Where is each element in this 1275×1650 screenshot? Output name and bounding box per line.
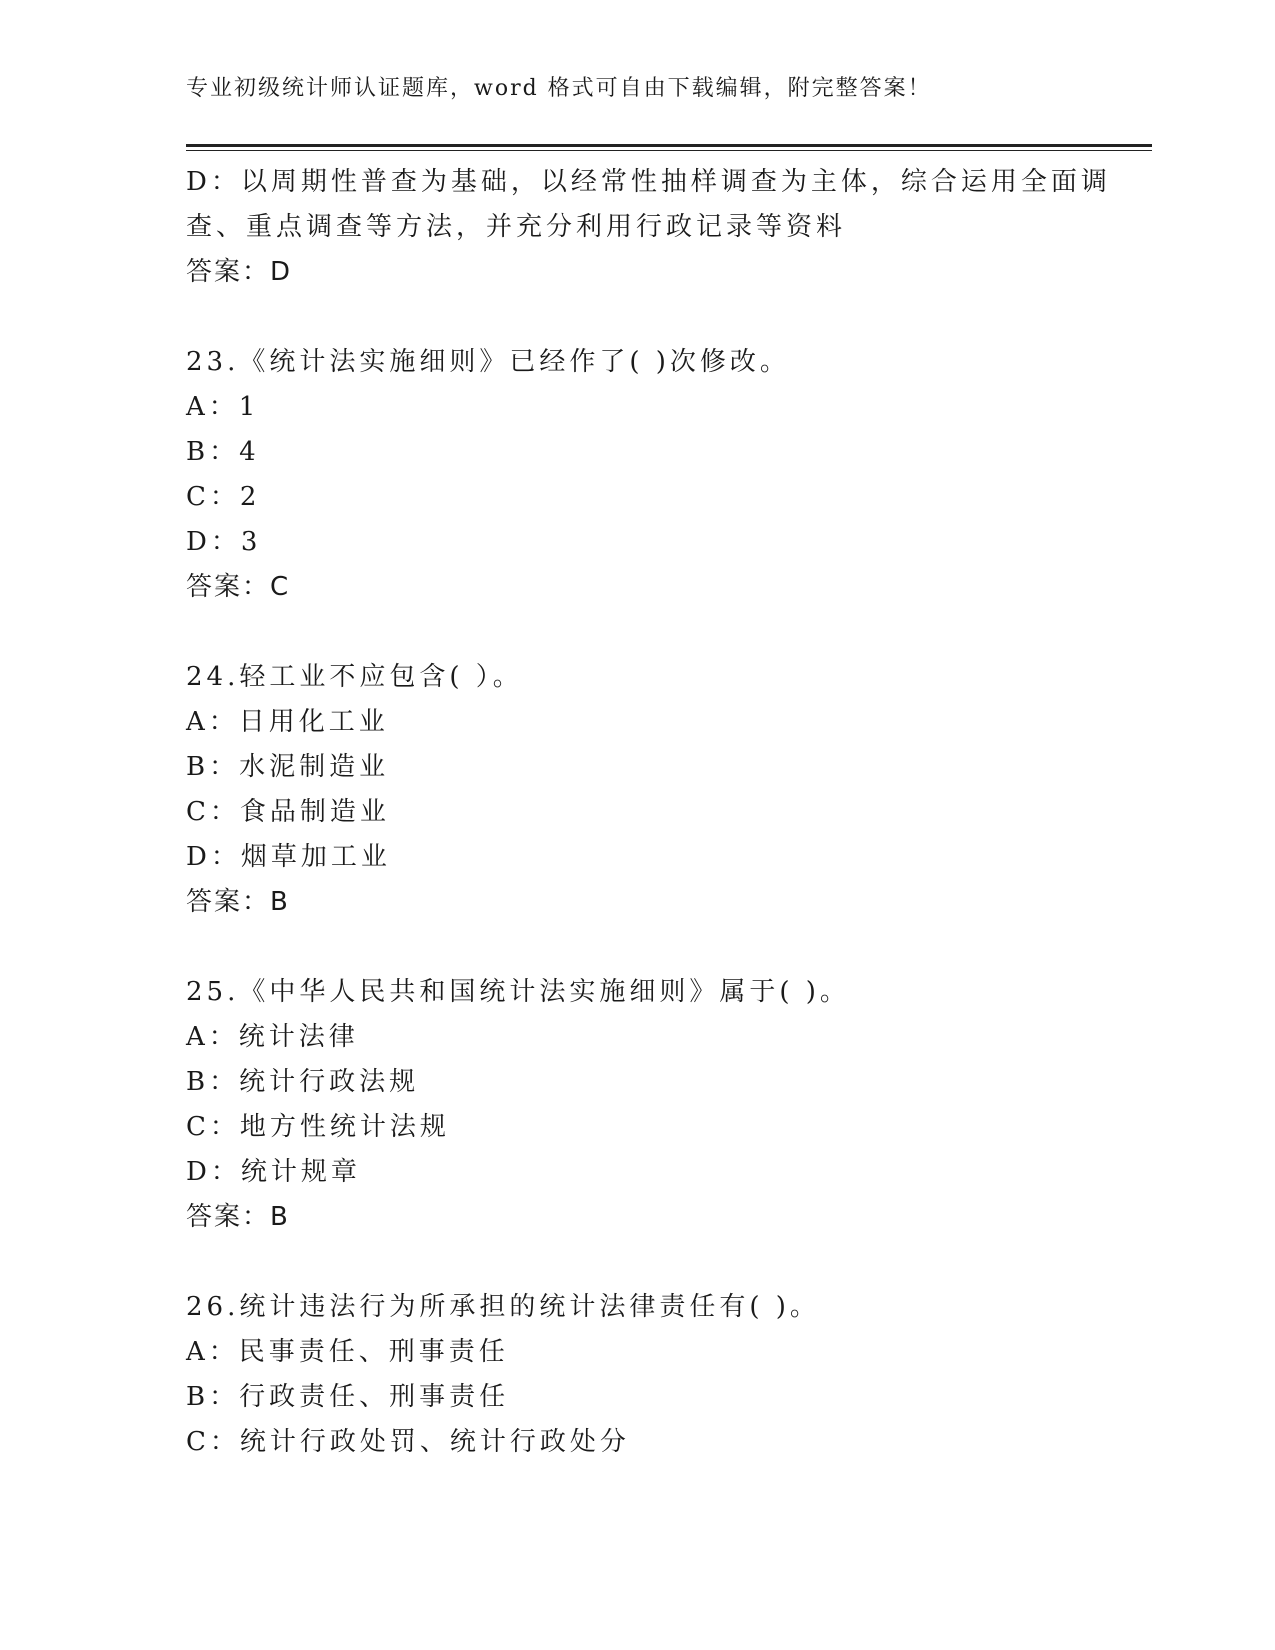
question-list xyxy=(186,160,1111,1465)
answer-line: 答案：C xyxy=(186,572,291,602)
question-text: 26.统计违法行为所承担的统计法律责任有( )。 xyxy=(186,1292,820,1322)
option-c: C：地方性统计法规 xyxy=(186,1112,450,1142)
answer-line: 答案：B xyxy=(186,887,290,917)
option-a: A：统计法律 xyxy=(186,1022,359,1052)
option-c: C：食品制造业 xyxy=(186,797,390,827)
page-header: 专业初级统计师认证题库，word 格式可自由下载编辑，附完整答案！ xyxy=(186,76,932,101)
option-a: A：日用化工业 xyxy=(186,707,389,737)
header-divider-thin xyxy=(186,150,1152,151)
spacer xyxy=(186,610,1086,655)
option-d: D：统计规章 xyxy=(186,1157,361,1187)
question-block-25 xyxy=(186,970,1086,1240)
option-b: B：行政责任、刑事责任 xyxy=(186,1382,510,1412)
spacer xyxy=(186,295,1086,340)
header-divider xyxy=(186,144,1152,147)
option-c: C：2 xyxy=(186,482,261,512)
question-text: 23.《统计法实施细则》已经作了( )次修改。 xyxy=(186,347,790,377)
option-d-continued: 查、重点调查等方法，并充分利用行政记录等资料 xyxy=(186,212,847,242)
question-block-22-tail xyxy=(186,160,1111,295)
option-b: B：水泥制造业 xyxy=(186,752,390,782)
answer-line: 答案：D xyxy=(186,257,293,287)
option-b: B：4 xyxy=(186,437,260,467)
question-block-26 xyxy=(186,1285,1086,1465)
question-block-23 xyxy=(186,340,1086,610)
question-block-24 xyxy=(186,655,1086,925)
option-a: A：民事责任、刑事责任 xyxy=(186,1337,509,1367)
question-text: 25.《中华人民共和国统计法实施细则》属于( )。 xyxy=(186,977,850,1007)
question-text: 24.轻工业不应包含( ）。 xyxy=(186,662,523,692)
spacer xyxy=(186,1240,1086,1285)
answer-line: 答案：B xyxy=(186,1202,290,1232)
option-d: D：以周期性普查为基础，以经常性抽样调查为主体，综合运用全面调 xyxy=(186,167,1111,197)
option-d: D：3 xyxy=(186,527,262,557)
option-b: B：统计行政法规 xyxy=(186,1067,420,1097)
spacer xyxy=(186,925,1086,970)
option-c: C：统计行政处罚、统计行政处分 xyxy=(186,1427,630,1457)
option-d: D：烟草加工业 xyxy=(186,842,391,872)
option-a: A：1 xyxy=(186,392,260,422)
